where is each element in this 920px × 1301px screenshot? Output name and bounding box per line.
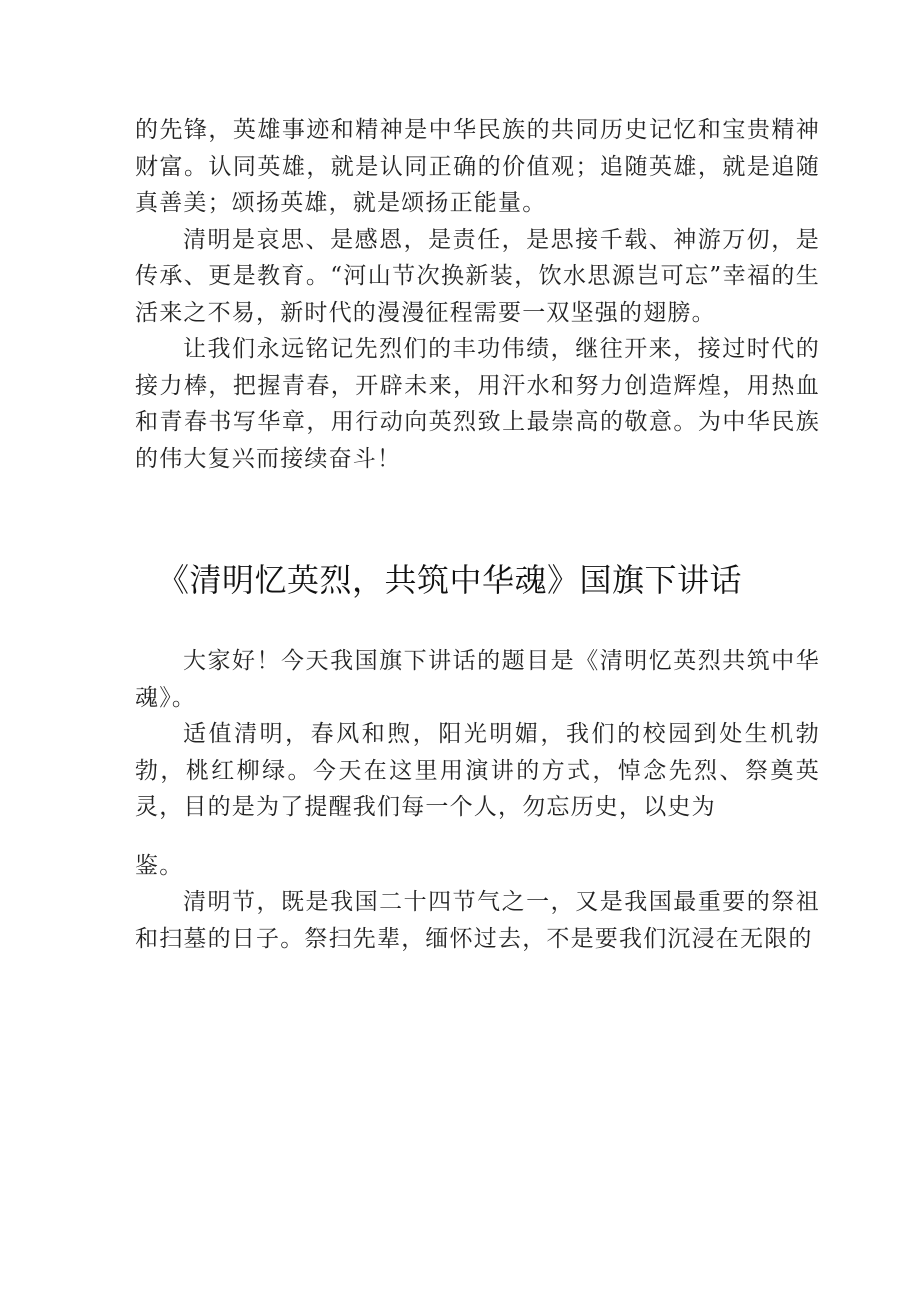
paragraph-remember-martyrs: 让我们永远铭记先烈们的丰功伟绩，继往开来，接过时代的接力棒，把握青春，开辟未来，用汗水和努力创造辉煌，用热血和青春书写华章，用行动向英烈致上最崇高的敬意。为中华民族的伟大复兴而接续奋斗！ [135,336,820,472]
paragraph-fragment: 鉴。 [135,852,184,879]
speech-title: 《清明忆英烈，共筑中华魂》国旗下讲话 [157,561,743,599]
paragraph-qingming-festival: 清明节，既是我国二十四节气之一，又是我国最重要的祭祖和扫墓的日子。祭扫先辈，缅怀过去，不是要我们沉浸在无限的 [135,889,820,952]
paragraph-heroes-legacy: 的先锋，英雄事迹和精神是中华民族的共同历史记忆和宝贵精神财富。认同英雄，就是认同正确的价值观；追随英雄，就是追随真善美；颂扬英雄，就是颂扬正能量。 [135,117,820,216]
paragraph-qingming-meaning: 清明是哀思、是感恩，是责任，是思接千载、神游万仞，是传承、更是教育。“河山节次换新装，饮水思源岂可忘”幸福的生活来之不易，新时代的漫漫征程需要一双坚强的翅膀。 [135,226,820,326]
paragraph-greeting: 大家好！今天我国旗下讲话的题目是《清明忆英烈共筑中华魂》。 [135,648,820,711]
paragraph-spring-campus: 适值清明，春风和煦，阳光明媚，我们的校园到处生机勃勃，桃红柳绿。今天在这里用演讲的方式，悼念先烈、祭奠英灵，目的是为了提醒我们每一个人，勿忘历史，以史为 [135,721,820,820]
